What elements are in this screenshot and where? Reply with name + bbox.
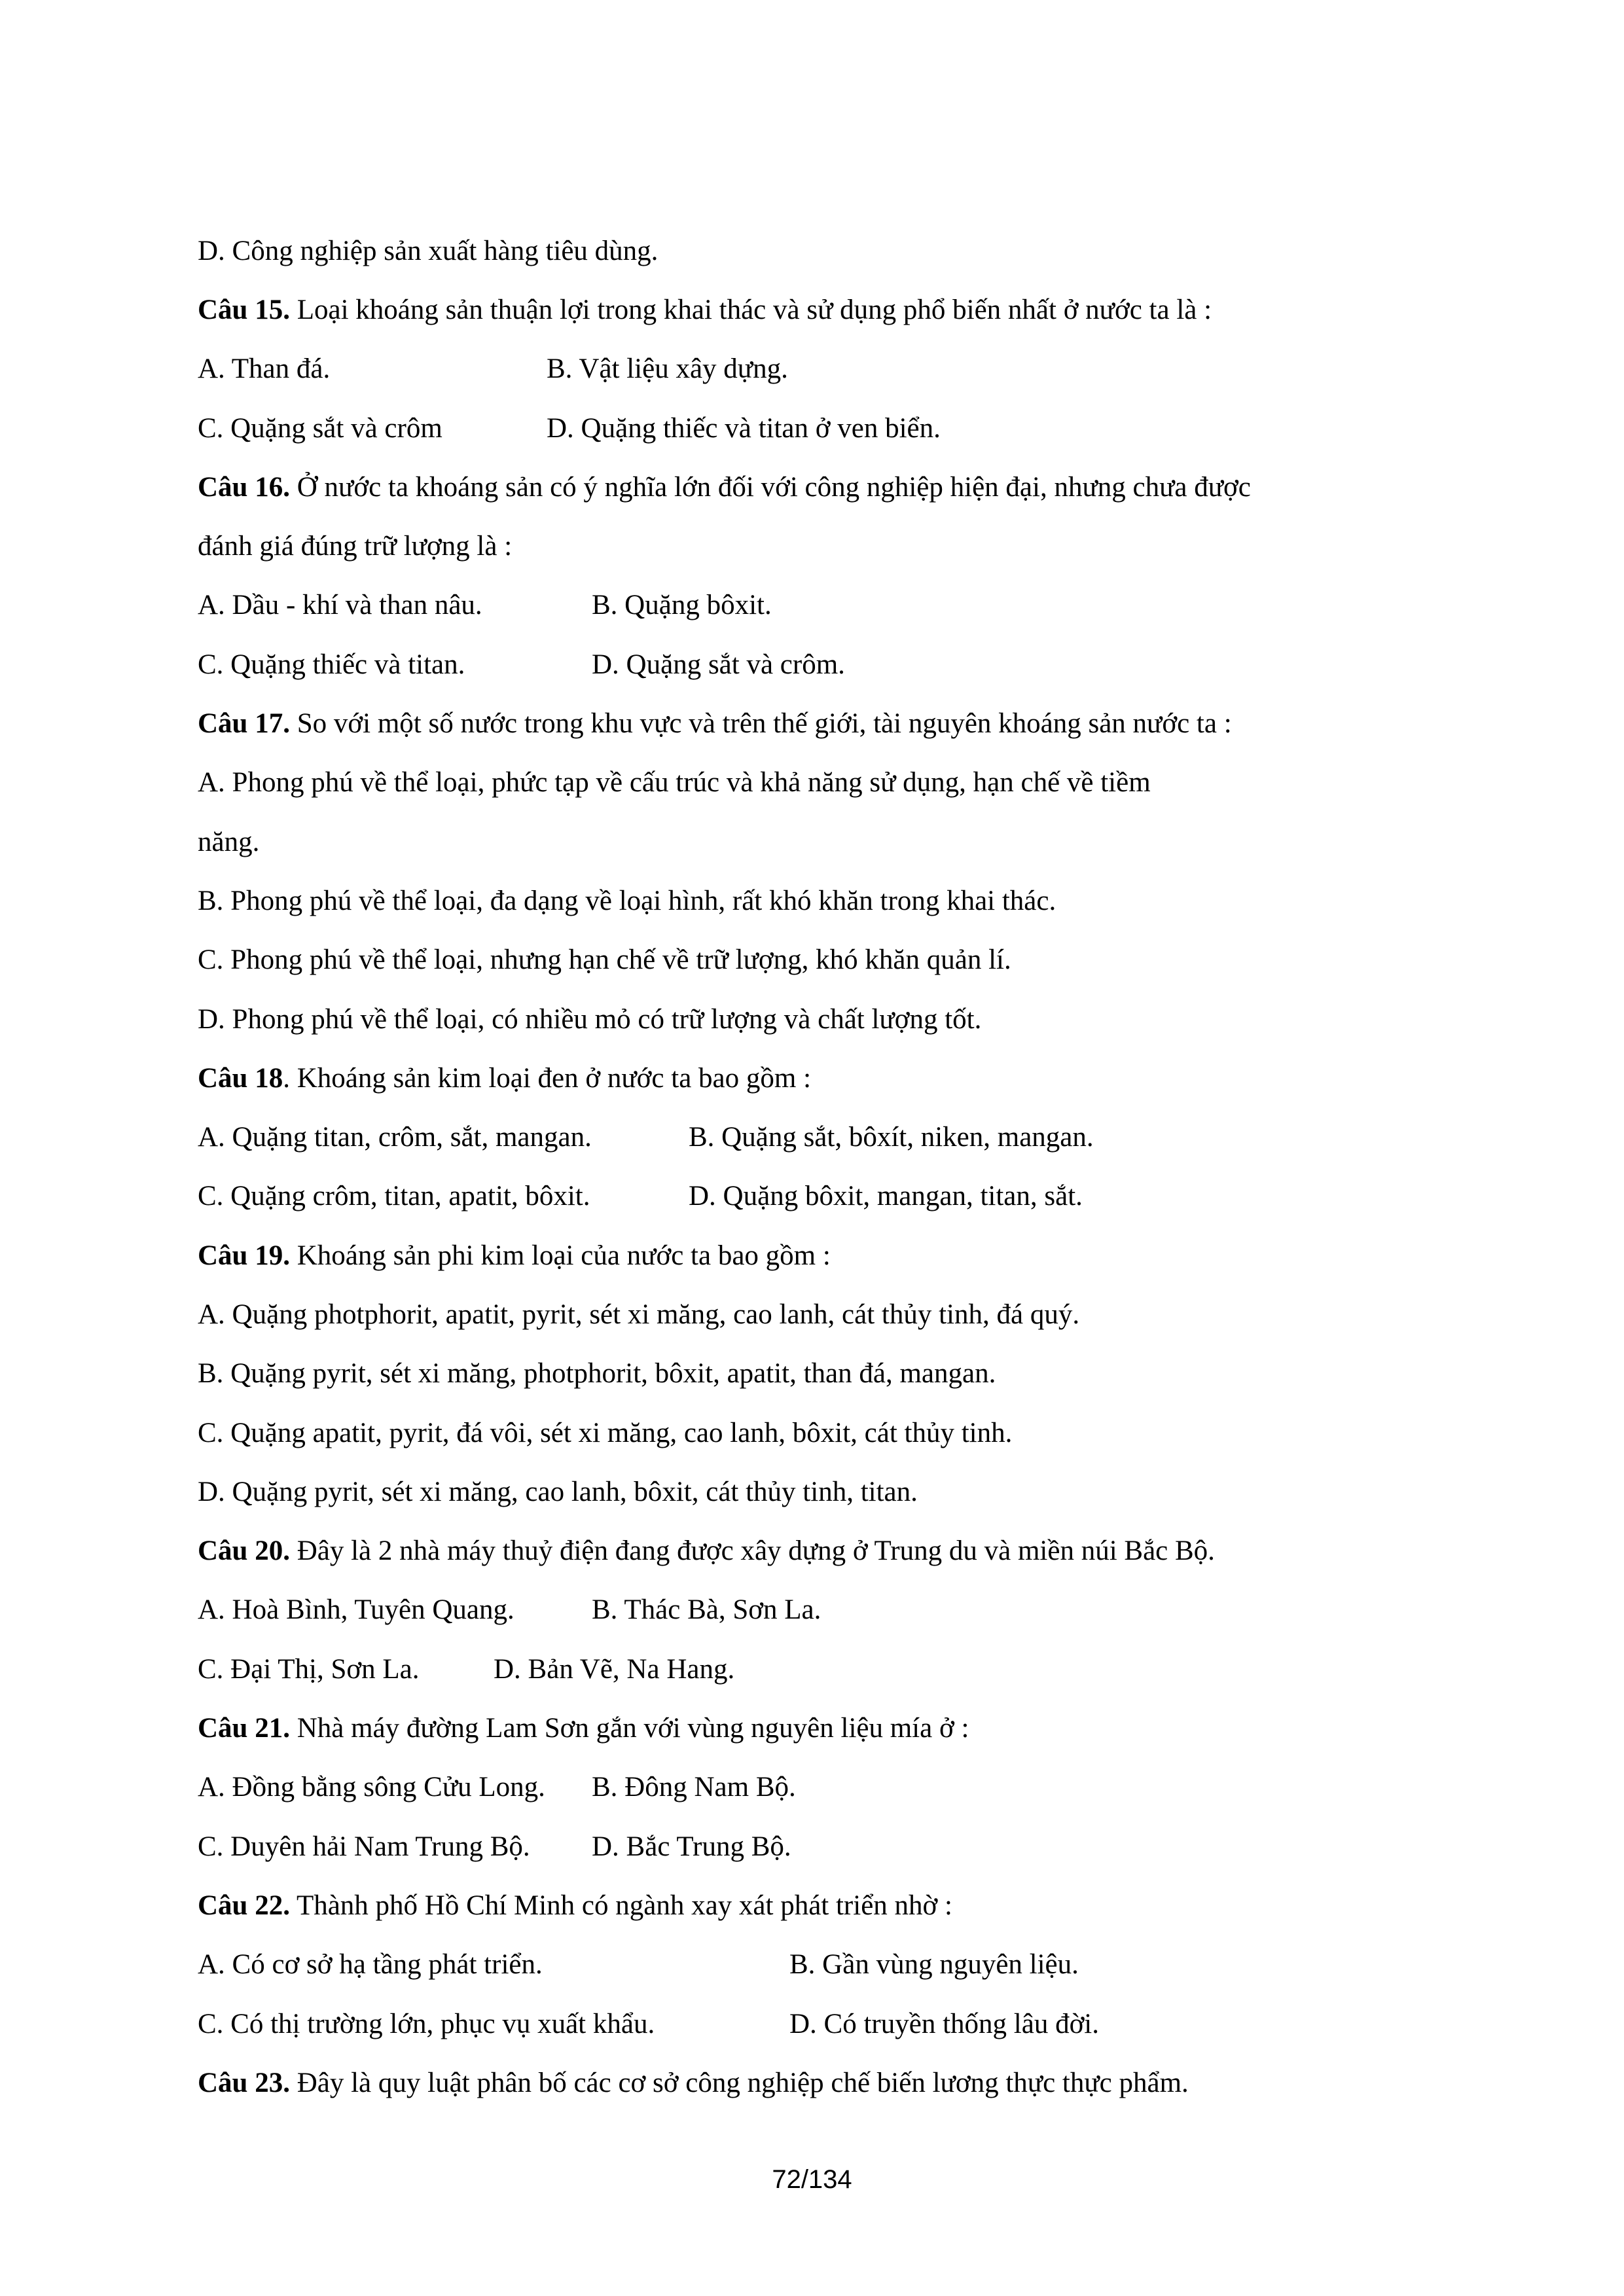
question-text: . Khoáng sản kim loại đen ở nước ta bao gồm : (283, 1063, 812, 1094)
option-b: B. Đông Nam Bộ. (592, 1772, 796, 1803)
question-label: Câu 18 (198, 1063, 283, 1094)
option-d: D. Quặng pyrit, sét xi măng, cao lanh, bôxit, cát thủy tinh, titan. (198, 1477, 918, 1507)
option-b: B. Quặng bôxit. (592, 590, 772, 620)
option-d: D. Bản Vẽ, Na Hang. (494, 1654, 735, 1685)
answer-row (198, 1945, 1079, 1984)
answer-row (198, 586, 772, 625)
option-d: D. Bắc Trung Bộ. (592, 1831, 791, 1862)
option-c: C. Duyên hải Nam Trung Bộ. (198, 1831, 530, 1862)
answer-row (198, 409, 941, 448)
option-c: C. Quặng crôm, titan, apatit, bôxit. (198, 1181, 590, 1211)
question-20 (198, 1532, 1215, 1571)
question-text: Khoáng sản phi kim loại của nước ta bao gồm : (289, 1240, 831, 1271)
question-label: Câu 16. (198, 472, 290, 503)
question-text: Đây là 2 nhà máy thuỷ điện đang được xây dựng ở Trung du và miền núi Bắc Bộ. (289, 1535, 1215, 1566)
option-a: A. Đồng bằng sông Cửu Long. (198, 1772, 545, 1803)
question-label: Câu 23. (198, 2068, 290, 2098)
option-d: D. Phong phú về thể loại, có nhiều mỏ có trữ lượng và chất lượng tốt. (198, 1004, 982, 1035)
question-16-continued: đánh giá đúng trữ lượng là : (198, 531, 513, 562)
page-number: 72/134 (772, 2165, 852, 2194)
option-c: C. Phong phú về thể loại, nhưng hạn chế về trữ lượng, khó khăn quản lí. (198, 944, 1011, 975)
option-c: C. Đại Thị, Sơn La. (198, 1654, 420, 1685)
question-15 (198, 291, 1212, 330)
question-label: Câu 21. (198, 1713, 290, 1744)
option-b: B. Gần vùng nguyên liệu. (789, 1949, 1079, 1980)
option-a-continued: năng. (198, 827, 260, 857)
option-d: D. Quặng thiếc và titan ở ven biển. (547, 413, 941, 444)
answer-row (198, 1590, 821, 1630)
option-a: A. Quặng titan, crôm, sắt, mangan. (198, 1122, 592, 1153)
option-a: A. Dầu - khí và than nâu. (198, 590, 482, 620)
question-label: Câu 20. (198, 1535, 290, 1566)
option-b: B. Vật liệu xây dựng. (547, 353, 788, 384)
question-19 (198, 1236, 831, 1276)
option-c: C. Quặng apatit, pyrit, đá vôi, sét xi măng, cao lanh, bôxit, cát thủy tinh. (198, 1418, 1013, 1448)
option-c: C. Có thị trường lớn, phục vụ xuất khẩu. (198, 2009, 655, 2039)
option-c: C. Quặng sắt và crôm (198, 413, 442, 444)
answer-row (198, 1827, 791, 1867)
question-21 (198, 1709, 969, 1748)
option-b: B. Quặng sắt, bôxít, niken, mangan. (689, 1122, 1094, 1153)
answer-row (198, 1177, 1083, 1216)
answer-row (198, 1650, 735, 1689)
question-label: Câu 19. (198, 1240, 290, 1271)
question-label: Câu 17. (198, 708, 290, 739)
question-18 (198, 1059, 811, 1098)
option-a: A. Quặng photphorit, apatit, pyrit, sét xi măng, cao lanh, cát thủy tinh, đá quý. (198, 1299, 1080, 1330)
option-a: A. Hoà Bình, Tuyên Quang. (198, 1594, 514, 1625)
answer-row (198, 1118, 1094, 1157)
question-label: Câu 15. (198, 295, 290, 325)
option-b: B. Quặng pyrit, sét xi măng, photphorit, bôxit, apatit, than đá, mangan. (198, 1358, 996, 1389)
question-label: Câu 22. (198, 1890, 290, 1921)
option-b: B. Thác Bà, Sơn La. (592, 1594, 821, 1625)
question-17 (198, 704, 1232, 744)
question-text: Nhà máy đường Lam Sơn gắn với vùng nguyên liệu mía ở : (289, 1713, 969, 1744)
question-text: Loại khoáng sản thuận lợi trong khai thác và sử dụng phổ biến nhất ở nước ta là : (289, 295, 1212, 325)
option-d: D. Quặng bôxit, mangan, titan, sắt. (689, 1181, 1083, 1211)
answer-row (198, 350, 788, 389)
question-23 (198, 2064, 1189, 2103)
option-c: C. Quặng thiếc và titan. (198, 649, 465, 680)
answer-line: D. Công nghiệp sản xuất hàng tiêu dùng. (198, 236, 659, 266)
question-text: Ở nước ta khoáng sản có ý nghĩa lớn đối với công nghiệp hiện đại, nhưng chưa được (289, 472, 1251, 503)
option-a: A. Than đá. (198, 353, 331, 384)
answer-row (198, 2005, 1099, 2044)
question-text: Thành phố Hồ Chí Minh có ngành xay xát phát triển nhờ : (289, 1890, 952, 1921)
question-text: Đây là quy luật phân bố các cơ sở công nghiệp chế biến lương thực thực phẩm. (289, 2068, 1189, 2098)
answer-row (198, 1768, 796, 1807)
option-d: D. Có truyền thống lâu đời. (789, 2009, 1099, 2039)
option-a: A. Có cơ sở hạ tầng phát triển. (198, 1949, 543, 1980)
option-a: A. Phong phú về thể loại, phức tạp về cấu trúc và khả năng sử dụng, hạn chế về tiềm (198, 767, 1151, 798)
question-16 (198, 468, 1251, 507)
answer-row (198, 645, 845, 685)
question-22 (198, 1886, 952, 1926)
option-b: B. Phong phú về thể loại, đa dạng về loại hình, rất khó khăn trong khai thác. (198, 886, 1056, 916)
question-text: So với một số nước trong khu vực và trên thế giới, tài nguyên khoáng sản nước ta : (289, 708, 1232, 739)
option-d: D. Quặng sắt và crôm. (592, 649, 845, 680)
